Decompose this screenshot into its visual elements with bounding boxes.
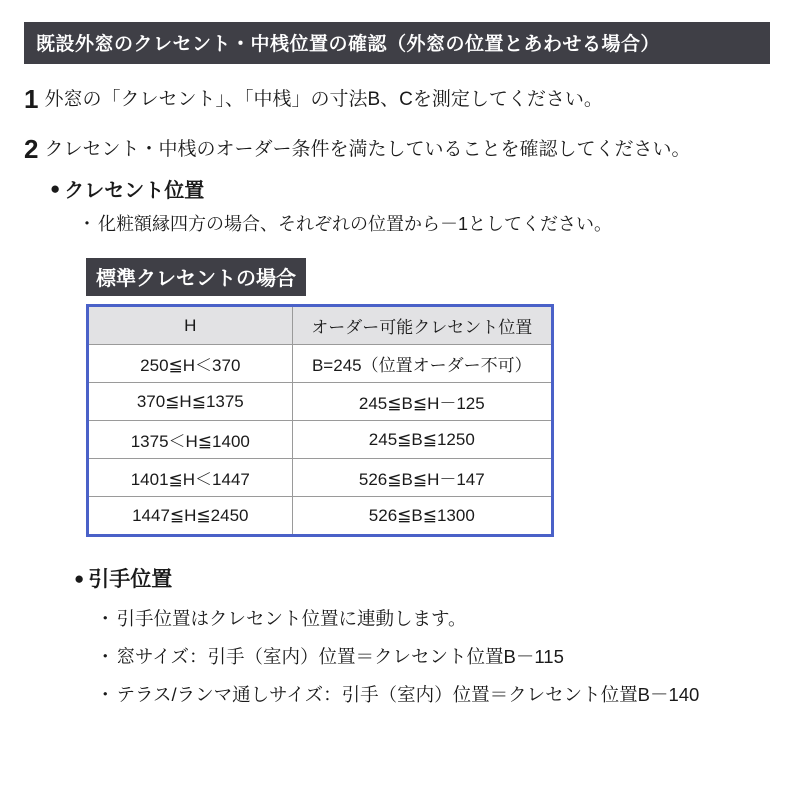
- cell-h: 370≦H≦1375: [88, 383, 293, 421]
- handle-position-heading: [74, 563, 776, 593]
- crescent-position-label: クレセント位置: [64, 180, 205, 202]
- handle-note-text: 窓サイズ：引手（室内）位置＝クレセント位置B－115: [116, 646, 564, 668]
- crescent-position-heading: [50, 174, 776, 203]
- bullet-icon: ●: [74, 568, 85, 588]
- bullet-icon: ●: [50, 179, 61, 198]
- bullet-small-icon: ・: [78, 214, 96, 234]
- handle-note: [96, 607, 776, 631]
- column-header-position: オーダー可能クレセント位置: [292, 306, 552, 345]
- handle-note: [96, 683, 776, 707]
- handle-position-label: 引手位置: [88, 568, 173, 592]
- bullet-small-icon: ・: [96, 684, 115, 706]
- table-caption: 標準クレセントの場合: [86, 258, 306, 296]
- step-1: [24, 84, 776, 112]
- handle-note-text: テラス/ランマ通しサイズ：引手（室内）位置＝クレセント位置B－140: [116, 684, 700, 706]
- page-title: 既設外窓のクレセント・中桟位置の確認（外窓の位置とあわせる場合）: [24, 22, 770, 64]
- crescent-note-text: 化粧額縁四方の場合、それぞれの位置から－1としてください。: [98, 214, 613, 234]
- cell-h: 250≦H＜370: [88, 345, 293, 383]
- step-2-number: 2: [24, 134, 39, 164]
- handle-note-text: 引手位置はクレセント位置に連動します。: [116, 608, 467, 630]
- standard-crescent-table-block: [86, 258, 554, 537]
- cell-position: 526≦B≦H－147: [292, 459, 552, 497]
- step-2: [24, 134, 776, 162]
- table-row: [88, 459, 553, 497]
- standard-crescent-table: [86, 304, 554, 537]
- cell-position: B=245（位置オーダー不可）: [292, 345, 552, 383]
- table-row: [88, 383, 553, 421]
- bullet-small-icon: ・: [96, 608, 115, 630]
- handle-note: [96, 645, 776, 669]
- cell-h: 1375＜H≦1400: [88, 421, 293, 459]
- cell-h: 1447≦H≦2450: [88, 497, 293, 536]
- cell-position: 245≦B≦H－125: [292, 383, 552, 421]
- cell-position: 526≦B≦1300: [292, 497, 552, 536]
- step-1-number: 1: [24, 84, 39, 114]
- handle-position-section: [24, 563, 776, 707]
- crescent-note: [78, 213, 776, 236]
- cell-position: 245≦B≦1250: [292, 421, 552, 459]
- step-1-text: 外窓の「クレセント」、「中桟」の寸法B、Cを測定してください。: [44, 89, 603, 110]
- table-header-row: [88, 306, 553, 345]
- column-header-h: H: [88, 306, 293, 345]
- table-row: [88, 421, 553, 459]
- cell-h: 1401≦H＜1447: [88, 459, 293, 497]
- table-row: [88, 497, 553, 536]
- table-row: [88, 345, 553, 383]
- step-2-text: クレセント・中桟のオーダー条件を満たしていることを確認してください。: [44, 139, 691, 160]
- bullet-small-icon: ・: [96, 646, 115, 668]
